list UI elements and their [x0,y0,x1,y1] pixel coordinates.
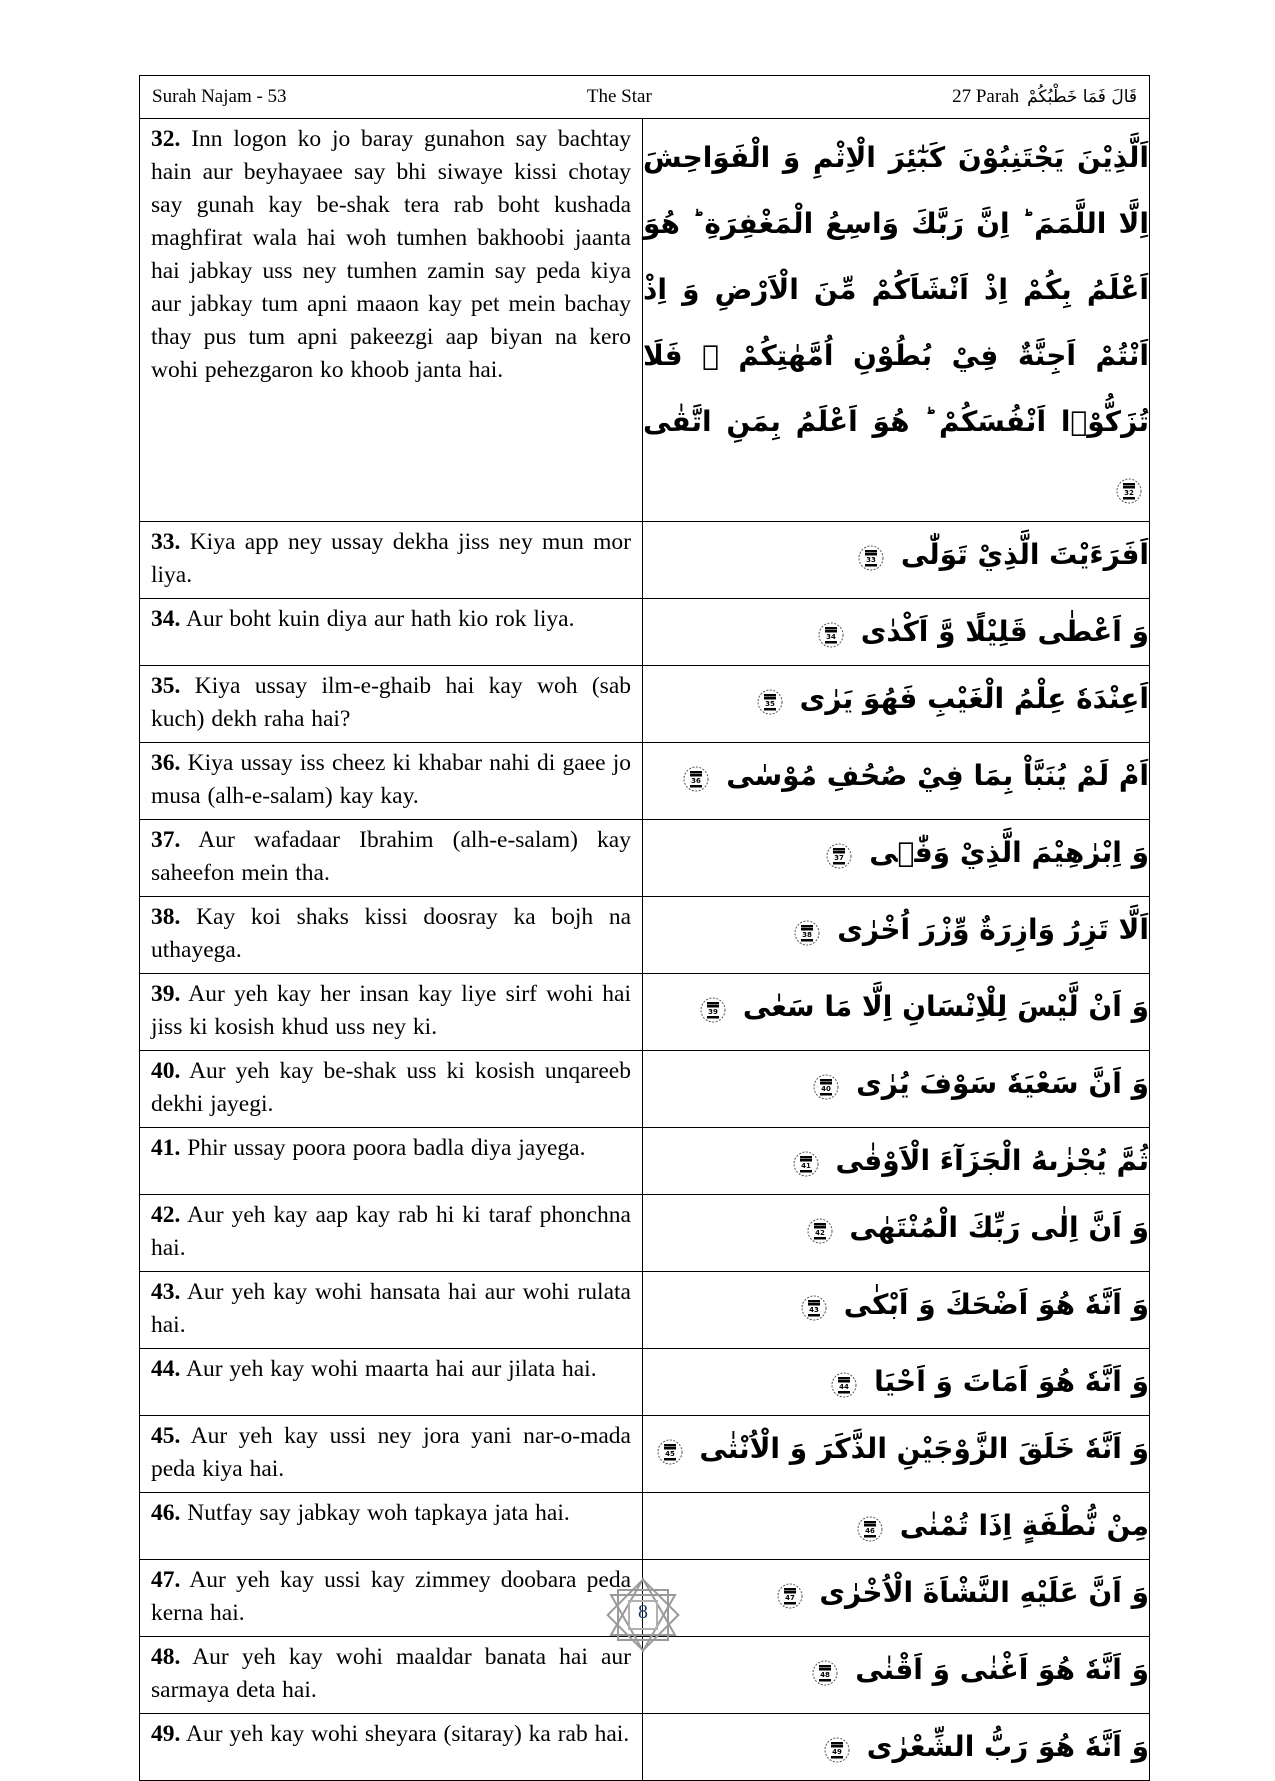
verse-row [140,119,1150,522]
verse-row [140,599,1150,666]
arabic-verse: اَفَرَءَيْتَ الَّذِيْ تَوَلّٰى [900,538,1149,571]
translation-cell [140,1128,643,1195]
ayah-end-marker-icon [854,1509,886,1545]
ayah-number: 34 [826,633,836,641]
ayah-end-marker-icon [754,682,786,718]
arabic-cell [643,1560,1150,1637]
arabic-verse: اَلَّا تَزِرُ وَازِرَةٌ وِّزْرَ اُخْرٰى [837,913,1149,946]
verse-translation: Inn logon ko jo baray gunahon say bachtay hain aur beyhayaee say bhi siwaye kissi chotay say gunah kay be-shak tera rab boht kushada maghfirat wala hai woh tumhen bakhoobi jaanta hai jabkay uss ney tumhen zamin say peda kiya aur jabkay tum apni maaon kay pet mein bachay thay pus tum apni pakeezgi aap biyan na kero wohi pehezgaron ko khoob janta hai. [151,126,631,383]
verse-number: 46. [151,1500,181,1526]
ayah-number: 33 [866,556,876,564]
translation-text [140,1272,642,1348]
arabic-verse: وَ اَنَّ سَعْيَهٗ سَوْفَ يُرٰى [856,1067,1149,1100]
surah-title: Surah Najam - 53 [152,86,287,107]
arabic-cell [643,1195,1150,1272]
translation-cell [140,1272,643,1349]
verse-translation: Aur yeh kay her insan kay liye sirf wohi hai jiss ki kosish khud uss ney ki. [151,981,631,1040]
arabic-cell [643,743,1150,820]
arabic-verse: وَ اَنَّهٗ هُوَ اَمَاتَ وَ اَحْيَا [874,1365,1149,1398]
ayah-number: 40 [821,1085,832,1093]
ayah-number: 32 [1124,489,1134,497]
page-number: 8 [638,1601,648,1623]
verse-row [140,820,1150,897]
arabic-cell [643,599,1150,666]
arabic-cell [643,119,1150,522]
translation-cell [140,1560,643,1637]
arabic-verse: مِنْ نُّطْفَةٍ اِذَا تُمْنٰى [899,1509,1149,1542]
arabic-verse: وَ اَنَّهٗ هُوَ اَغْنٰى وَ اَقْنٰى [855,1653,1149,1686]
verse-translation: Aur yeh kay aap kay rab hi ki taraf phonchna hai. [151,1202,631,1261]
translation-text [140,897,642,973]
translation-text [140,522,642,598]
arabic-verse: وَ اِبْرٰهِيْمَ الَّذِيْ وَفّٰۤى [869,836,1149,869]
ayah-number: 44 [839,1383,850,1391]
translation-text [140,974,642,1050]
arabic-verse: وَ اَنَّهٗ هُوَ اَضْحَكَ وَ اَبْكٰى [843,1288,1149,1321]
translation-text [140,1349,642,1392]
verse-row [140,1493,1150,1560]
verse-number: 32. [151,126,181,152]
arabic-verse: وَ اَعْطٰى قَلِيْلًا وَّ اَكْدٰى [860,615,1149,648]
verse-row [140,743,1150,820]
arabic-cell [643,1714,1150,1781]
verse-translation: Aur wafadaar Ibrahim (alh-e-salam) kay saheefon mein tha. [151,827,631,886]
verse-translation: Aur yeh kay ussi ney jora yani nar-o-mada peda kiya hai. [151,1423,631,1482]
verse-translation: Kay koi shaks kissi doosray ka bojh na uthayega. [151,904,632,963]
verse-number: 43. [151,1279,181,1305]
translation-text [140,743,642,819]
arabic-cell [643,1493,1150,1560]
arabic-verse: اَمْ لَمْ يُنَبَّاْ بِمَا فِيْ صُحُفِ مُوْسٰى [726,759,1149,792]
ayah-end-marker-icon [815,615,847,651]
translation-text [140,1416,642,1492]
verse-row [140,1272,1150,1349]
verse-number: 47. [151,1567,181,1593]
ayah-number: 43 [809,1306,819,1314]
verse-translation: Nutfay say jabkay woh tapkaya jata hai. [187,1500,570,1526]
ayah-number: 36 [691,777,702,785]
translation-cell [140,1195,643,1272]
verse-number: 34. [151,606,181,632]
translation-text [140,1051,642,1127]
parah-label: 27 Parah [952,86,1020,107]
arabic-cell [643,1349,1150,1416]
arabic-cell [643,974,1150,1051]
ayah-end-marker-icon [810,1067,842,1103]
ayah-number: 48 [820,1671,831,1679]
ayah-number: 45 [664,1450,675,1458]
translation-cell [140,599,643,666]
verse-row [140,1195,1150,1272]
translation-cell [140,1637,643,1714]
verse-row [140,974,1150,1051]
arabic-verse: وَ اَنْ لَّيْسَ لِلْاِنْسَانِ اِلَّا مَا سَعٰى [742,990,1149,1023]
verse-translation: Aur yeh kay wohi hansata hai aur wohi rulata hai. [151,1279,631,1338]
ayah-end-marker-icon [774,1576,806,1612]
ayah-number: 39 [708,1008,719,1016]
verse-translation: Aur yeh kay wohi maarta hai aur jilata hai. [185,1356,597,1382]
ayah-end-marker-icon [1113,471,1145,507]
verse-number: 45. [151,1423,181,1449]
translation-cell [140,743,643,820]
arabic-verse: وَ اَنَّهٗ خَلَقَ الزَّوْجَيْنِ الذَّكَرَ وَ الْاُنْثٰى [699,1432,1149,1465]
verse-translation: Aur boht kuin diya aur hath kio rok liya. [185,606,575,632]
verse-translation: Kiya app ney ussay dekha jiss ney mun mor liya. [151,529,632,588]
translation-cell [140,1349,643,1416]
ayah-end-marker-icon [828,1365,860,1401]
verse-number: 35. [151,673,181,699]
verse-row [140,1349,1150,1416]
ayah-number: 41 [800,1162,811,1170]
ayah-number: 35 [765,700,775,708]
arabic-verse: وَ اَنَّهٗ هُوَ رَبُّ الشِّعْرٰى [866,1730,1149,1763]
arabic-cell [643,1416,1150,1493]
verse-row [140,1714,1150,1781]
arabic-cell [643,820,1150,897]
surah-english-name: The Star [586,86,652,107]
verse-translation: Kiya ussay iss cheez ki khabar nahi di gaee jo musa (alh-e-salam) kay kay. [151,750,632,809]
ayah-number: 47 [784,1594,795,1602]
verse-number: 49. [151,1721,181,1747]
ayah-end-marker-icon [654,1432,686,1468]
arabic-verse: وَ اَنَّ عَلَيْهِ النَّشْاَةَ الْاُخْرٰى [819,1576,1149,1609]
verse-number: 48. [151,1644,181,1670]
verse-table [139,75,1150,1781]
translation-cell [140,974,643,1051]
ayah-end-marker-icon [804,1211,836,1247]
page-header-row [140,76,1150,119]
parah-info [952,86,1137,108]
verse-number: 33. [151,529,181,555]
ayah-number: 38 [802,931,813,939]
ayah-end-marker-icon [680,759,712,795]
translation-text [140,599,642,642]
verse-number: 44. [151,1356,181,1382]
translation-cell [140,666,643,743]
translation-text [140,1493,642,1536]
verse-translation: Aur yeh kay wohi sheyara (sitaray) ka rab hai. [185,1721,630,1747]
verse-row [140,1051,1150,1128]
ayah-end-marker-icon [823,836,855,872]
arabic-verse: ثُمَّ يُجْزٰىهُ الْجَزَآءَ الْاَوْفٰى [835,1144,1149,1177]
translation-cell [140,1493,643,1560]
ayah-end-marker-icon [809,1653,841,1689]
ayah-end-marker-icon [697,990,729,1026]
ayah-number: 42 [814,1229,825,1237]
translation-text [140,1637,642,1713]
verse-number: 39. [151,981,181,1007]
arabic-verse: اَلَّذِيْنَ يَجْتَنِبُوْنَ كَبٰٓئِرَ الْاِثْمِ وَ الْفَوَاحِشَ اِلَّا اللَّمَمَ ؕ اِنَّ رَبَّكَ وَاسِعُ الْمَغْفِرَةِ ؕ هُوَ اَعْلَمُ بِكُمْ اِذْ اَنْشَاَكُمْ مِّنَ الْاَرْضِ وَ اِذْ اَنْتُمْ اَجِنَّةٌ فِيْ بُطُوْنِ اُمَّهٰتِكُمْ ۚ فَلَا تُزَكُّوْۤا اَنْفُسَكُمْ ؕ هُوَ اَعْلَمُ بِمَنِ اتَّقٰى [643,141,1149,438]
translation-text [140,666,642,742]
translation-cell [140,897,643,974]
verse-translation: Aur yeh kay be-shak uss ki kosish unqareeb dekhi jayegi. [151,1058,631,1117]
arabic-cell [643,1272,1150,1349]
verse-translation: Phir ussay poora poora badla diya jayega. [187,1135,586,1161]
arabic-cell [643,666,1150,743]
page-header [140,76,1150,119]
arabic-cell [643,897,1150,974]
arabic-cell [643,1051,1150,1128]
translation-text [140,1560,642,1636]
translation-cell [140,820,643,897]
ayah-number: 49 [832,1748,842,1756]
translation-text [140,1714,642,1757]
verse-translation: Kiya ussay ilm-e-ghaib hai kay woh (sab kuch) dekh raha hai? [151,673,631,732]
verse-row [140,1416,1150,1493]
verse-number: 36. [151,750,181,776]
verse-row [140,1128,1150,1195]
ayah-end-marker-icon [791,913,823,949]
ayah-end-marker-icon [821,1730,853,1766]
translation-text [140,119,642,393]
verse-row [140,897,1150,974]
verse-number: 38. [151,904,181,930]
translation-cell [140,1714,643,1781]
verse-translation: Aur yeh kay ussi kay zimmey doobara peda kerna hai. [151,1567,631,1626]
parah-arabic-name: قَالَ فَمَا خَطْبُكُمْ [1027,87,1137,107]
arabic-verse: اَعِنْدَهٗ عِلْمُ الْغَيْبِ فَهُوَ يَرٰى [799,682,1149,715]
arabic-cell [643,1637,1150,1714]
verse-number: 42. [151,1202,181,1228]
verse-row [140,522,1150,599]
ayah-end-marker-icon [798,1288,830,1324]
ayah-end-marker-icon [855,538,887,574]
verse-number: 40. [151,1058,181,1084]
verse-number: 41. [151,1135,181,1161]
translation-cell [140,119,643,522]
arabic-cell [643,522,1150,599]
verse-number: 37. [151,827,181,853]
verse-translation: Aur yeh kay wohi maaldar banata hai aur sarmaya deta hai. [151,1644,631,1703]
translation-text [140,1195,642,1271]
ayah-number: 46 [865,1527,875,1535]
translation-text [140,820,642,896]
translation-cell [140,1416,643,1493]
translation-text [140,1128,642,1171]
verse-row [140,666,1150,743]
ayah-end-marker-icon [790,1144,822,1180]
translation-cell [140,522,643,599]
arabic-cell [643,1128,1150,1195]
arabic-verse: وَ اَنَّ اِلٰى رَبِّكَ الْمُنْتَهٰى [849,1211,1149,1244]
ayah-number: 37 [834,854,845,862]
translation-cell [140,1051,643,1128]
